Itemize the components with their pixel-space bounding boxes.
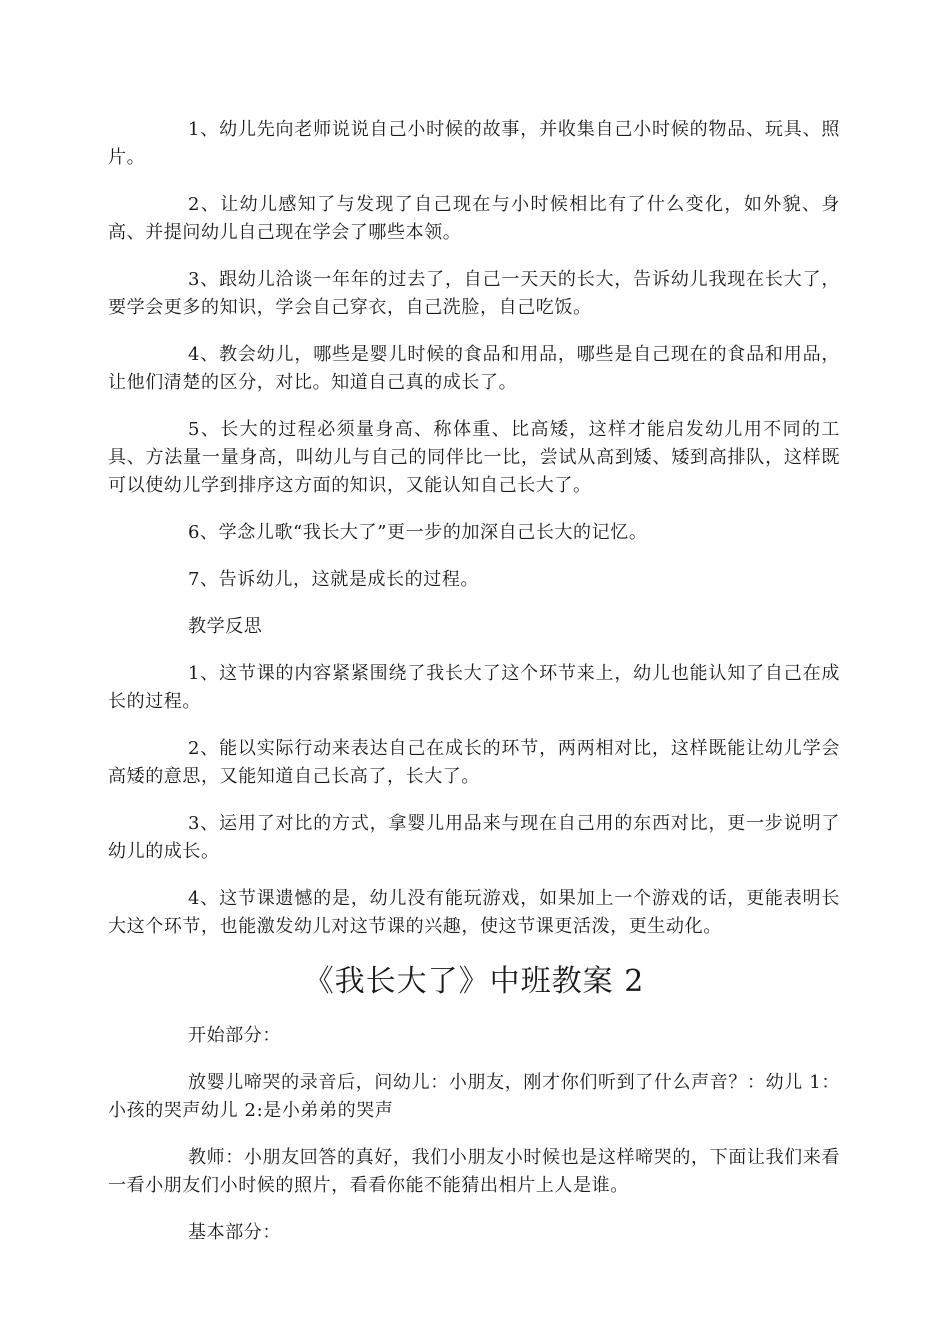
document-body bbox=[108, 116, 840, 1266]
section-heading: 教学反思 bbox=[188, 616, 263, 637]
section-heading: 基本部分： bbox=[188, 1222, 281, 1243]
paragraph: 4、教会幼儿，哪些是婴儿时候的食品和用品，哪些是自己现在的食品和用品，让他们清楚的区分，对比。知道自己真的成长了。 bbox=[108, 344, 840, 393]
paragraph: 2、让幼儿感知了与发现了自己现在与小时候相比有了什么变化，如外貌、身高、并提问幼儿自己现在学会了哪些本领。 bbox=[108, 194, 840, 243]
paragraph: 3、跟幼儿洽谈一年年的过去了，自己一天天的长大，告诉幼儿我现在长大了，要学会更多的知识，学会自己穿衣，自己洗脸，自己吃饭。 bbox=[108, 269, 840, 318]
paragraph: 1、幼儿先向老师说说自己小时候的故事，并收集自己小时候的物品、玩具、照片。 bbox=[108, 119, 840, 168]
paragraph: 教师：小朋友回答的真好，我们小朋友小时候也是这样啼哭的，下面让我们来看一看小朋友们小时候的照片，看看你能不能猜出相片上人是谁。 bbox=[108, 1147, 840, 1196]
paragraph: 7、告诉幼儿，这就是成长的过程。 bbox=[188, 569, 480, 590]
document-title: 《我长大了》中班教案 2 bbox=[303, 964, 645, 999]
paragraph: 6、学念儿歌“我长大了”更一步的加深自己长大的记忆。 bbox=[188, 522, 648, 543]
paragraph: 3、运用了对比的方式，拿婴儿用品来与现在自己用的东西对比，更一步说明了幼儿的成长。 bbox=[108, 813, 840, 862]
paragraph: 2、能以实际行动来表达自己在成长的环节，两两相对比，这样既能让幼儿学会高矮的意思，又能知道自己长高了，长大了。 bbox=[108, 738, 840, 787]
paragraph: 1、这节课的内容紧紧围绕了我长大了这个环节来上，幼儿也能认知了自己在成长的过程。 bbox=[108, 663, 840, 712]
paragraph: 放婴儿啼哭的录音后，问幼儿：小朋友，刚才你们听到了什么声音？：幼儿 1：小孩的哭声幼儿 2:是小弟弟的哭声 bbox=[108, 1072, 840, 1121]
paragraph: 5、长大的过程必须量身高、称体重、比高矮，这样才能启发幼儿用不同的工具、方法量一量身高，叫幼儿与自己的同伴比一比，尝试从高到矮、矮到高排队，这样既可以使幼儿学到排序这方面的知识，又能认知自己长大了。 bbox=[108, 419, 840, 496]
paragraph: 4、这节课遗憾的是，幼儿没有能玩游戏，如果加上一个游戏的话，更能表明长大这个环节，也能激发幼儿对这节课的兴趣，使这节课更活泼，更生动化。 bbox=[108, 888, 840, 937]
section-heading: 开始部分： bbox=[188, 1025, 281, 1046]
